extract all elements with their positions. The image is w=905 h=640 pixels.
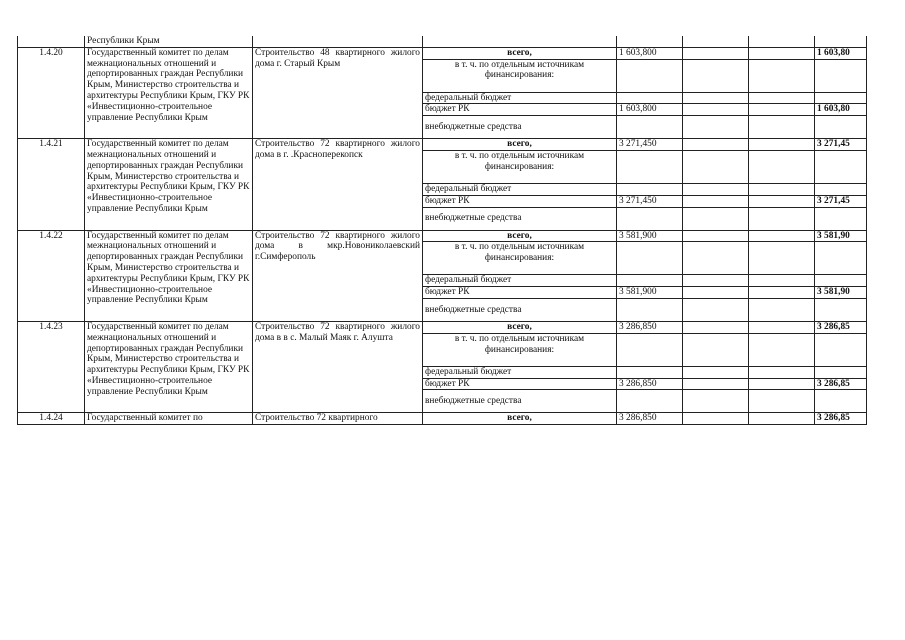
sum-cell: 3 271,45: [815, 139, 867, 151]
row-number-cell: 1.4.21: [18, 139, 85, 230]
object-cell: Строительство 72 квартирного жилого дома в г. .Красноперекопск: [253, 139, 423, 230]
value-cell: [683, 183, 749, 195]
sum-cell: [815, 92, 867, 104]
source-label-cell: внебюджетные средства: [423, 116, 617, 139]
object-cell: Строительство 72 квартирного жилого дома в в с. Малый Маяк г. Алушта: [253, 321, 423, 412]
value-cell: [749, 150, 815, 183]
sum-cell: [815, 390, 867, 413]
value-cell: 3 271,450: [617, 139, 683, 151]
source-label-cell: всего,: [423, 413, 617, 425]
value-cell: [749, 116, 815, 139]
value-cell: [617, 92, 683, 104]
source-label-cell: федеральный бюджет: [423, 92, 617, 104]
value-cell: [683, 242, 749, 275]
value-cell: [683, 47, 749, 59]
source-label-cell: всего,: [423, 321, 617, 333]
value-cell: [617, 59, 683, 92]
row-number-cell: [18, 36, 85, 47]
value-cell: 3 581,900: [617, 287, 683, 299]
value-cell: [749, 298, 815, 321]
value-cell: [617, 116, 683, 139]
value-cell: [683, 298, 749, 321]
sum-cell: [815, 116, 867, 139]
source-cell: [423, 36, 617, 47]
row-number-cell: 1.4.22: [18, 230, 85, 321]
value-cell: [749, 183, 815, 195]
table-row: [18, 36, 867, 47]
source-label-cell: бюджет РК: [423, 104, 617, 116]
value-cell: [617, 366, 683, 378]
value-cell: 3 286,850: [617, 413, 683, 425]
value-cell: [683, 36, 749, 47]
object-cell: Строительство 48 квартирного жилого дома г. Старый Крым: [253, 47, 423, 138]
value-cell: [683, 275, 749, 287]
value-cell: [683, 139, 749, 151]
sum-cell: [815, 183, 867, 195]
object-cell: Строительство 72 квартирного жилого дома в мкр.Новониколаевский г.Симферополь: [253, 230, 423, 321]
source-label-cell: бюджет РК: [423, 378, 617, 390]
value-cell: [749, 275, 815, 287]
value-cell: [749, 333, 815, 366]
table-row: [18, 413, 867, 425]
row-number-cell: 1.4.20: [18, 47, 85, 138]
financing-table: [17, 36, 867, 425]
executor-cell: Государственный комитет по: [85, 413, 253, 425]
value-cell: [749, 378, 815, 390]
source-label-cell: всего,: [423, 139, 617, 151]
value-cell: [749, 366, 815, 378]
value-cell: [683, 116, 749, 139]
sum-cell: [815, 59, 867, 92]
value-cell: [683, 413, 749, 425]
value-cell: 1 603,800: [617, 47, 683, 59]
sum-cell: [815, 366, 867, 378]
sum-cell: [815, 150, 867, 183]
source-label-cell: всего,: [423, 230, 617, 242]
value-cell: [683, 287, 749, 299]
value-cell: [749, 242, 815, 275]
source-label-cell: всего,: [423, 47, 617, 59]
row-number-cell: 1.4.23: [18, 321, 85, 412]
value-cell: [749, 321, 815, 333]
table-row: [18, 230, 867, 242]
sum-cell: [815, 207, 867, 230]
source-label-cell: федеральный бюджет: [423, 275, 617, 287]
value-cell: [683, 92, 749, 104]
value-cell: [683, 333, 749, 366]
value-cell: [683, 59, 749, 92]
table-row: [18, 47, 867, 59]
source-label-cell: в т. ч. по отдельным источникам финансирования:: [423, 59, 617, 92]
sum-cell: 3 581,90: [815, 230, 867, 242]
value-cell: [617, 333, 683, 366]
source-label-cell: внебюджетные средства: [423, 298, 617, 321]
sum-cell: [815, 242, 867, 275]
sum-cell: 1 603,80: [815, 47, 867, 59]
value-cell: [617, 207, 683, 230]
row-number-cell: 1.4.24: [18, 413, 85, 425]
value-cell: [749, 230, 815, 242]
object-cell: [253, 36, 423, 47]
source-label-cell: бюджет РК: [423, 195, 617, 207]
value-cell: [617, 150, 683, 183]
value-cell: [683, 104, 749, 116]
value-cell: [749, 390, 815, 413]
value-cell: [617, 36, 683, 47]
source-label-cell: в т. ч. по отдельным источникам финансирования:: [423, 242, 617, 275]
executor-cell: Государственный комитет по делам межнациональных отношений и депортированных граждан Республики Крым, Министерство строительства и архитектуры Республики Крым, ГКУ РК «Инвестиционно-строительное управление Республики Крым: [85, 230, 253, 321]
value-cell: 1 603,800: [617, 104, 683, 116]
value-cell: [617, 242, 683, 275]
source-label-cell: бюджет РК: [423, 287, 617, 299]
value-cell: [683, 195, 749, 207]
value-cell: 3 271,450: [617, 195, 683, 207]
source-label-cell: в т. ч. по отдельным источникам финансирования:: [423, 333, 617, 366]
sum-cell: 3 581,90: [815, 287, 867, 299]
value-cell: [749, 47, 815, 59]
value-cell: [749, 139, 815, 151]
sum-cell: 3 286,85: [815, 378, 867, 390]
value-cell: [683, 378, 749, 390]
executor-cell: Государственный комитет по делам межнациональных отношений и депортированных граждан Республики Крым, Министерство строительства и архитектуры Республики Крым, ГКУ РК «Инвестиционно-строительное управление Республики Крым: [85, 47, 253, 138]
value-cell: 3 581,900: [617, 230, 683, 242]
sum-cell: [815, 275, 867, 287]
value-cell: [683, 230, 749, 242]
value-cell: [683, 366, 749, 378]
sum-cell: 3 271,45: [815, 195, 867, 207]
sum-cell: 3 286,85: [815, 321, 867, 333]
sum-cell: 3 286,85: [815, 413, 867, 425]
executor-cell: Государственный комитет по делам межнациональных отношений и депортированных граждан Республики Крым, Министерство строительства и архитектуры Республики Крым, ГКУ РК «Инвестиционно-строительное управление Республики Крым: [85, 139, 253, 230]
value-cell: [617, 298, 683, 321]
value-cell: [683, 321, 749, 333]
source-label-cell: федеральный бюджет: [423, 183, 617, 195]
value-cell: [749, 104, 815, 116]
value-cell: [749, 195, 815, 207]
source-label-cell: в т. ч. по отдельным источникам финансирования:: [423, 150, 617, 183]
value-cell: [749, 92, 815, 104]
value-cell: [683, 150, 749, 183]
value-cell: 3 286,850: [617, 321, 683, 333]
value-cell: [815, 36, 867, 47]
source-label-cell: федеральный бюджет: [423, 366, 617, 378]
sum-cell: [815, 298, 867, 321]
value-cell: [683, 390, 749, 413]
sum-cell: 1 603,80: [815, 104, 867, 116]
value-cell: [683, 207, 749, 230]
table-row: [18, 321, 867, 333]
value-cell: [617, 390, 683, 413]
value-cell: [617, 275, 683, 287]
table-row: [18, 139, 867, 151]
executor-cell: Республики Крым: [85, 36, 253, 47]
value-cell: [617, 183, 683, 195]
source-label-cell: внебюджетные средства: [423, 207, 617, 230]
value-cell: [749, 59, 815, 92]
executor-cell: Государственный комитет по делам межнациональных отношений и депортированных граждан Республики Крым, Министерство строительства и архитектуры Республики Крым, ГКУ РК «Инвестиционно-строительное управление Республики Крым: [85, 321, 253, 412]
value-cell: [749, 207, 815, 230]
source-label-cell: внебюджетные средства: [423, 390, 617, 413]
value-cell: [749, 413, 815, 425]
object-cell: Строительство 72 квартирного: [253, 413, 423, 425]
value-cell: 3 286,850: [617, 378, 683, 390]
value-cell: [749, 36, 815, 47]
sum-cell: [815, 333, 867, 366]
value-cell: [749, 287, 815, 299]
